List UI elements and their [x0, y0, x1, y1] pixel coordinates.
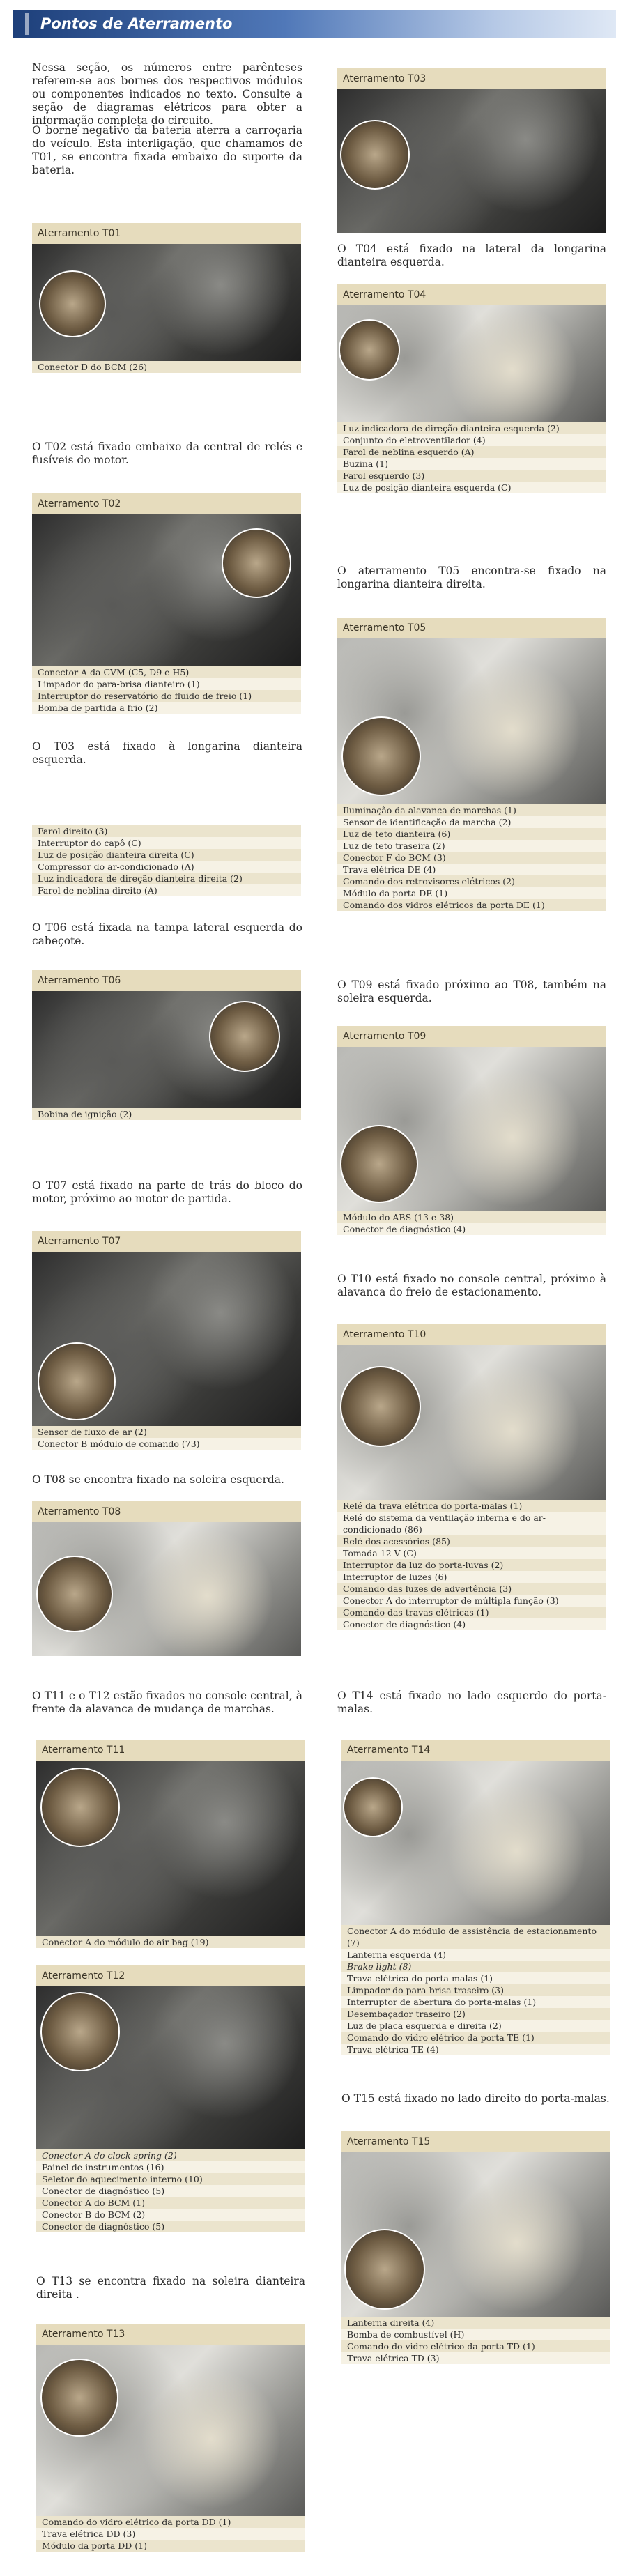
ground-point-t05 [337, 618, 606, 911]
section-header [13, 10, 616, 38]
caption-item: Conector A da CVM (C5, D9 e H5) [32, 666, 301, 678]
box-title: Aterramento T01 [32, 223, 301, 244]
caption-item: Conector de diagnóstico (4) [337, 1618, 606, 1630]
ground-photo [337, 1047, 606, 1211]
box-title: Aterramento T05 [337, 618, 606, 638]
ground-point-t08 [32, 1501, 301, 1656]
caption-item: Trava elétrica DE (4) [337, 864, 606, 875]
caption-item: Luz indicadora de direção dianteira esquerda (2) [337, 422, 606, 434]
caption-item: Trava elétrica DD (3) [36, 2528, 305, 2540]
ground-point-t01 [32, 223, 301, 373]
text-t07: O T07 está fixado na parte de trás do bloco do motor, próximo ao motor de partida. [32, 1179, 302, 1205]
ground-photo [337, 638, 606, 804]
ground-photo [32, 1522, 301, 1656]
magnifier-inset [40, 1992, 120, 2071]
box-title: Aterramento T11 [36, 1740, 305, 1761]
ground-point-t13 [36, 2324, 305, 2552]
caption-item: Lanterna esquerda (4) [341, 1949, 610, 1961]
caption-item: Relé da trava elétrica do porta-malas (1) [337, 1500, 606, 1512]
caption-item: Tomada 12 V (C) [337, 1547, 606, 1559]
ground-point-t06 [32, 970, 301, 1120]
text-t08: O T08 se encontra fixado na soleira esquerda. [32, 1473, 284, 1486]
caption-item: Compressor do ar-condicionado (A) [32, 861, 301, 873]
caption-item: Conector F do BCM (3) [337, 852, 606, 864]
caption-item: Comando dos retrovisores elétricos (2) [337, 875, 606, 887]
caption-item: Conector A do módulo de assistência de estacionamento (7) [341, 1925, 610, 1949]
box-title: Aterramento T12 [36, 1965, 305, 1986]
magnifier-inset [36, 1556, 113, 1632]
box-title: Aterramento T06 [32, 970, 301, 991]
caption-item: Farol de neblina esquerdo (A) [337, 446, 606, 458]
caption-item: Conector A do BCM (1) [36, 2197, 305, 2209]
box-title: Aterramento T15 [341, 2131, 610, 2152]
ground-photo [337, 89, 606, 233]
ground-point-t04 [337, 284, 606, 493]
ground-point-t11 [36, 1740, 305, 1948]
box-title: Aterramento T08 [32, 1501, 301, 1522]
caption-item: Interruptor do capô (C) [32, 837, 301, 849]
text-t13: O T13 se encontra fixado na soleira dianteira direita . [36, 2275, 305, 2301]
caption-item: Trava elétrica TD (3) [341, 2352, 610, 2364]
ground-point-t10 [337, 1324, 606, 1630]
ground-photo [32, 244, 301, 361]
ground-point-t12 [36, 1965, 305, 2232]
section-title: Pontos de Aterramento [40, 15, 233, 32]
magnifier-inset [222, 528, 291, 598]
caption-item: Buzina (1) [337, 458, 606, 470]
magnifier-inset [209, 1001, 280, 1072]
caption-item: Comando do vidro elétrico da porta TD (1) [341, 2340, 610, 2352]
caption-item: Conector D do BCM (26) [32, 361, 301, 373]
box-title: Aterramento T10 [337, 1324, 606, 1345]
magnifier-inset [343, 1777, 403, 1837]
caption-item: Farol de neblina direito (A) [32, 884, 301, 896]
caption-item: Luz de placa esquerda e direita (2) [341, 2020, 610, 2032]
magnifier-inset [40, 2359, 118, 2437]
box-title: Aterramento T14 [341, 1740, 610, 1761]
caption-item: Luz de teto dianteira (6) [337, 828, 606, 840]
caption-item: Interruptor de luzes (6) [337, 1571, 606, 1583]
ground-point-t14 [341, 1740, 610, 2055]
ground-point-t03 [337, 68, 606, 233]
caption-item: Seletor do aquecimento interno (10) [36, 2173, 305, 2185]
magnifier-inset [344, 2229, 425, 2310]
ground-photo [36, 1761, 305, 1936]
ground-photo [341, 2152, 610, 2317]
caption-item: Conector A do interruptor de múltipla função (3) [337, 1595, 606, 1607]
caption-item: Conector de diagnóstico (5) [36, 2221, 305, 2232]
caption-item: Módulo da porta DE (1) [337, 887, 606, 899]
header-accent-bar [25, 13, 29, 35]
caption-item: Comando dos vidros elétricos da porta DE (1) [337, 899, 606, 911]
caption-item: Bobina de ignição (2) [32, 1108, 301, 1120]
text-t15: O T15 está fixado no lado direito do porta-malas. [341, 2092, 610, 2105]
ground-photo [36, 1986, 305, 2149]
caption-item: Conector A do clock spring (2) [36, 2149, 305, 2161]
caption-item: Bomba de partida a frio (2) [32, 702, 301, 714]
magnifier-inset [39, 270, 106, 337]
caption-item: Brake light (8) [341, 1961, 610, 1972]
caption-item: Interruptor de abertura do porta-malas (1) [341, 1996, 610, 2008]
caption-item: Farol direito (3) [32, 825, 301, 837]
caption-item: Relé dos acessórios (85) [337, 1535, 606, 1547]
caption-item: Sensor de fluxo de ar (2) [32, 1426, 301, 1438]
caption-item: Luz indicadora de direção dianteira direita (2) [32, 873, 301, 884]
caption-item: Desembaçador traseiro (2) [341, 2008, 610, 2020]
caption-item: Luz de teto traseira (2) [337, 840, 606, 852]
caption-item: Sensor de identificação da marcha (2) [337, 816, 606, 828]
caption-item: Interruptor do reservatório do fluido de freio (1) [32, 690, 301, 702]
ground-point-t15 [341, 2131, 610, 2364]
caption-item: Comando das luzes de advertência (3) [337, 1583, 606, 1595]
caption-item: Bomba de combustível (H) [341, 2329, 610, 2340]
text-t05: O aterramento T05 encontra-se fixado na longarina dianteira direita. [337, 565, 606, 590]
caption-item: Conector de diagnóstico (4) [337, 1223, 606, 1235]
text-t11: O T11 e o T12 estão fixados no console central, à frente da alavanca de mudança de marchas. [32, 1689, 302, 1715]
box-title: Aterramento T04 [337, 284, 606, 305]
caption-item: Módulo do ABS (13 e 38) [337, 1211, 606, 1223]
magnifier-inset [340, 1366, 421, 1447]
caption-item: Conector B do BCM (2) [36, 2209, 305, 2221]
caption-item: Farol esquerdo (3) [337, 470, 606, 482]
magnifier-inset [340, 120, 410, 190]
caption-item: Conjunto do eletroventilador (4) [337, 434, 606, 446]
caption-item: Conector de diagnóstico (5) [36, 2185, 305, 2197]
ground-photo [341, 1761, 610, 1925]
magnifier-inset [339, 319, 400, 381]
caption-item: Comando do vidro elétrico da porta DD (1) [36, 2516, 305, 2528]
caption-item: Comando das travas elétricas (1) [337, 1607, 606, 1618]
caption-item: Trava elétrica TE (4) [341, 2044, 610, 2055]
text-t02: O T02 está fixado embaixo da central de relés e fusíveis do motor. [32, 440, 302, 466]
caption-item: Módulo da porta DD (1) [36, 2540, 305, 2552]
box-title: Aterramento T07 [32, 1231, 301, 1252]
text-t06: O T06 está fixada na tampa lateral esquerda do cabeçote. [32, 921, 302, 947]
ground-photo [32, 1252, 301, 1426]
caption-item: Trava elétrica do porta-malas (1) [341, 1972, 610, 1984]
ground-photo [337, 1345, 606, 1500]
caption-item: Conector A do módulo do air bag (19) [36, 1936, 305, 1948]
caption-item: Iluminação da alavanca de marchas (1) [337, 804, 606, 816]
ground-t03-caption [32, 825, 301, 896]
ground-point-t09 [337, 1026, 606, 1235]
caption-item: Relé do sistema da ventilação interna e do ar-condicionado (86) [337, 1512, 606, 1535]
box-title: Aterramento T03 [337, 68, 606, 89]
ground-point-t02 [32, 493, 301, 714]
ground-photo [36, 2345, 305, 2516]
magnifier-inset [40, 1768, 120, 1847]
text-t09: O T09 está fixado próximo ao T08, também na soleira esquerda. [337, 979, 606, 1004]
ground-photo [32, 991, 301, 1108]
box-title: Aterramento T02 [32, 493, 301, 514]
ground-point-t07 [32, 1231, 301, 1450]
caption-item: Painel de instrumentos (16) [36, 2161, 305, 2173]
intro-paragraph-2: O borne negativo da bateria aterra a carroçaria do veículo. Esta interligação, que chamamos de T01, se encontra fixada embaixo do suporte da bateria. [32, 124, 302, 176]
caption-item: Luz de posição dianteira direita (C) [32, 849, 301, 861]
magnifier-inset [341, 716, 421, 796]
caption-item: Comando do vidro elétrico da porta TE (1) [341, 2032, 610, 2044]
text-t10: O T10 está fixado no console central, próximo à alavanca do freio de estacionamento. [337, 1273, 606, 1298]
text-t14: O T14 está fixado no lado esquerdo do porta-malas. [337, 1689, 606, 1715]
caption-item: Interruptor da luz do porta-luvas (2) [337, 1559, 606, 1571]
magnifier-inset [38, 1342, 116, 1420]
box-title: Aterramento T09 [337, 1026, 606, 1047]
ground-photo [337, 305, 606, 422]
intro-paragraph-1: Nessa seção, os números entre parênteses referem-se aos bornes dos respectivos módulos ou componentes indicados no texto. Consulte a seção de diagramas elétricos para obter a informação completa do circuito. [32, 61, 302, 127]
box-title: Aterramento T13 [36, 2324, 305, 2345]
caption-item: Lanterna direita (4) [341, 2317, 610, 2329]
ground-photo [32, 514, 301, 666]
text-t03: O T03 está fixado à longarina dianteira esquerda. [32, 740, 302, 766]
caption-item: Conector B módulo de comando (73) [32, 1438, 301, 1450]
text-t04: O T04 está fixado na lateral da longarina dianteira esquerda. [337, 243, 606, 268]
caption-item: Limpador do para-brisa traseiro (3) [341, 1984, 610, 1996]
magnifier-inset [340, 1125, 418, 1203]
caption-item: Limpador do para-brisa dianteiro (1) [32, 678, 301, 690]
caption-item: Luz de posição dianteira esquerda (C) [337, 482, 606, 493]
